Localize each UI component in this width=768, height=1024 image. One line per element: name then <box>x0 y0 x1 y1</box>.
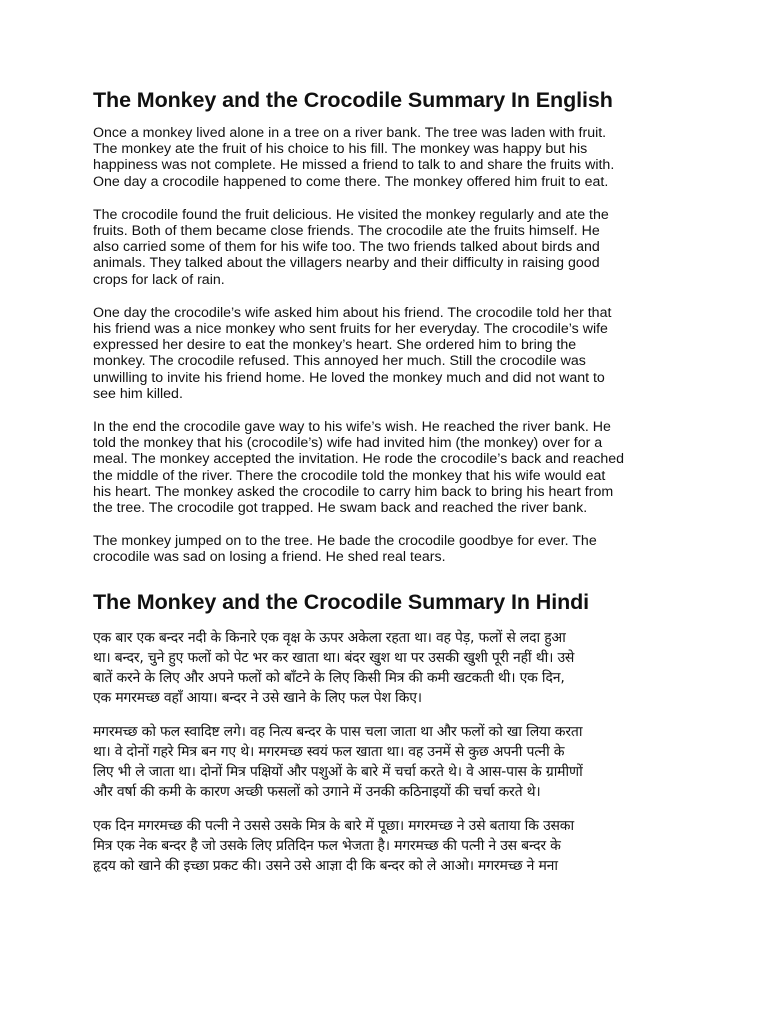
hindi-paragraph-3: एक दिन मगरमच्छ की पत्नी ने उससे उसके मित्र के बारे में पूछा। मगरमच्छ ने उसे बताया कि उसका मित्र एक नेक बन्दर है जो उसके लिए प्रतिदिन फल भेजता है। मगरमच्छ की पत्नी ने उस बन्दर के हृदय को खाने की इच्छा प्रकट की। उसने उसे आज्ञा दी कि बन्दर को ले आओ। मगरमच्छ ने मना <box>93 817 574 874</box>
english-paragraph-3: One day the crocodile’s wife asked him about his friend. The crocodile told her that his friend was a nice monkey who sent fruits for her everyday. The crocodile’s wife expressed her desire to eat the monkey’s heart. She ordered him to bring the monkey. The crocodile refused. This annoyed her much. Still the crocodile was unwilling to invite his friend home. He loved the monkey much and did not want to see him killed. <box>93 304 612 402</box>
english-paragraph-2: The crocodile found the fruit delicious. He visited the monkey regularly and ate the fruits. Both of them became close friends. The crocodile ate the fruits himself. He also carried some of them for his wife too. The two friends talked about birds and animals. They talked about the villagers nearby and their difficulty in raising good crops for lack of rain. <box>93 206 609 288</box>
english-paragraph-4: In the end the crocodile gave way to his wife’s wish. He reached the river bank. He told the monkey that his (crocodile’s) wife had invited him (the monkey) over for a meal. The monkey accepted the invitation. He rode the crocodile’s back and reached the middle of the river. There the crocodile told the monkey that his wife would eat his heart. The monkey asked the crocodile to carry him back to bring his heart from the tree. The crocodile got trapped. He swam back and reached the river bank. <box>93 419 625 517</box>
hindi-paragraph-2: मगरमच्छ को फल स्वादिष्ट लगे। वह नित्य बन्दर के पास चला जाता था और फलों को खा लिया करता था। वे दोनों गहरे मित्र बन गए थे। मगरमच्छ स्वयं फल खाता था। वह उनमें से कुछ अपनी पत्नी के लिए भी ले जाता था। दोनों मित्र पक्षियों और पशुओं के बारे में चर्चा करते थे। वे आस-पास के ग्रामीणों और वर्षा की कमी के कारण अच्छी फसलों को उगाने में उनकी कठिनाइयों की चर्चा करते थे। <box>93 723 583 800</box>
english-paragraph-5: The monkey jumped on to the tree. He bade the crocodile goodbye for ever. The crocodile was sad on losing a friend. He shed real tears. <box>93 533 597 566</box>
english-summary-heading: The Monkey and the Crocodile Summary In English <box>93 88 613 112</box>
hindi-summary-heading: The Monkey and the Crocodile Summary In Hindi <box>93 589 590 614</box>
hindi-paragraph-1: एक बार एक बन्दर नदी के किनारे एक वृक्ष के ऊपर अकेला रहता था। वह पेड़, फलों से लदा हुआ था। बन्दर, चुने हुए फलों को पेट भर कर खाता था। बंदर खुश था पर उसकी खुशी पूरी नहीं थी। उसे बातें करने के लिए और अपने फलों को बाँटने के लिए किसी मित्र की कमी खटकती थी। एक दिन, एक मगरमच्छ वहाँ आया। बन्दर ने उसे खाने के लिए फल पेश किए। <box>93 629 575 706</box>
english-paragraph-1: Once a monkey lived alone in a tree on a river bank. The tree was laden with fruit. The monkey ate the fruit of his choice to his fill. The monkey was happy but his happiness was not complete. He missed a friend to talk to and share the fruits with. One day a crocodile happened to come there. The monkey offered him fruit to eat. <box>93 125 615 190</box>
